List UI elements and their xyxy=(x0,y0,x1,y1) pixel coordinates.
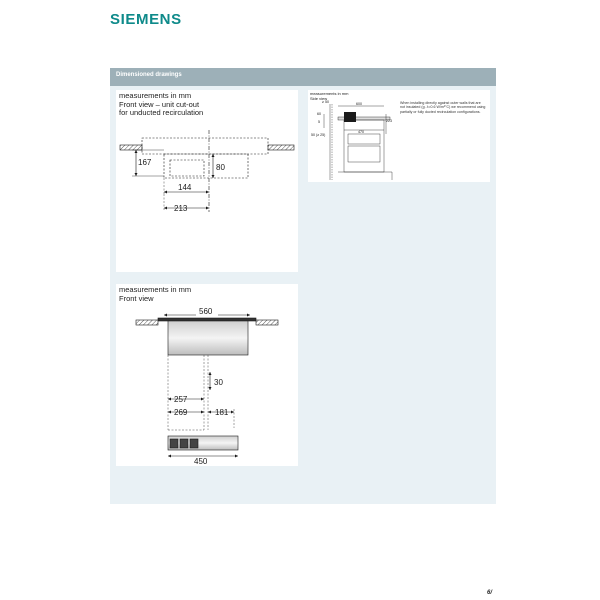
worktop-right xyxy=(268,145,294,150)
caption-line: measurements in mm xyxy=(119,285,192,294)
cooktop-outline xyxy=(142,138,268,154)
drawing-front-view-svg xyxy=(116,284,298,466)
drawing-side-view xyxy=(308,90,490,182)
dim-label: 213 xyxy=(174,204,188,213)
dim-label: 269 xyxy=(174,408,188,417)
brand-logo: SIEMENS xyxy=(110,11,182,28)
caption-line: Side view xyxy=(310,95,328,101)
caption-line: measurements in mm xyxy=(119,91,192,100)
dim-label: 470 xyxy=(358,130,364,134)
page-number: 6/ xyxy=(487,590,493,596)
worktop-right xyxy=(256,320,278,325)
caption-line: for unducted recirculation xyxy=(119,108,204,117)
filter-unit xyxy=(168,436,238,450)
dim-label: 60 xyxy=(317,112,321,116)
dim-label: 50 (≥ 25) xyxy=(311,133,326,137)
drawing-front-cutout-svg xyxy=(116,90,298,272)
dim-label: 257 xyxy=(174,395,188,404)
dim-label: 80 xyxy=(216,163,225,172)
section-title: Dimensioned drawings xyxy=(116,72,182,78)
caption-line: Front view – unit cut-out xyxy=(119,99,200,109)
worktop-left xyxy=(120,145,142,150)
caption-line: Front view xyxy=(119,293,154,303)
dim-label: 5 xyxy=(318,120,320,124)
unit-inner-outline xyxy=(170,160,204,176)
dim-label: 144 xyxy=(178,183,192,192)
section-header xyxy=(110,68,496,86)
dim-label: 30 xyxy=(214,378,223,387)
installation-note: When installing directly against outer walls that are not insulated (g. λ<0.6 W/m²°C) we recommend using partially or fully ducted recirculation configurations. xyxy=(400,101,486,114)
drawing-front-view xyxy=(116,284,298,466)
drawing-side-view-svg xyxy=(308,90,490,182)
dim-label: 223 xyxy=(386,119,392,123)
cooktop-glass xyxy=(158,318,256,321)
cooktop-body xyxy=(168,321,248,355)
dim-label: 167 xyxy=(138,158,152,167)
dim-label: 10-80 xyxy=(346,117,356,121)
drawing-front-cutout xyxy=(116,90,298,272)
dim-label: 450 xyxy=(194,457,208,466)
dim-label: ≥ 50 xyxy=(322,100,329,104)
unit-outline xyxy=(164,154,248,178)
dim-label: 600 xyxy=(356,102,362,106)
dim-label: 181 xyxy=(215,408,229,417)
dim-label: 560 xyxy=(199,307,213,316)
caption-line: measurements in mm xyxy=(310,91,349,96)
worktop-left xyxy=(136,320,158,325)
